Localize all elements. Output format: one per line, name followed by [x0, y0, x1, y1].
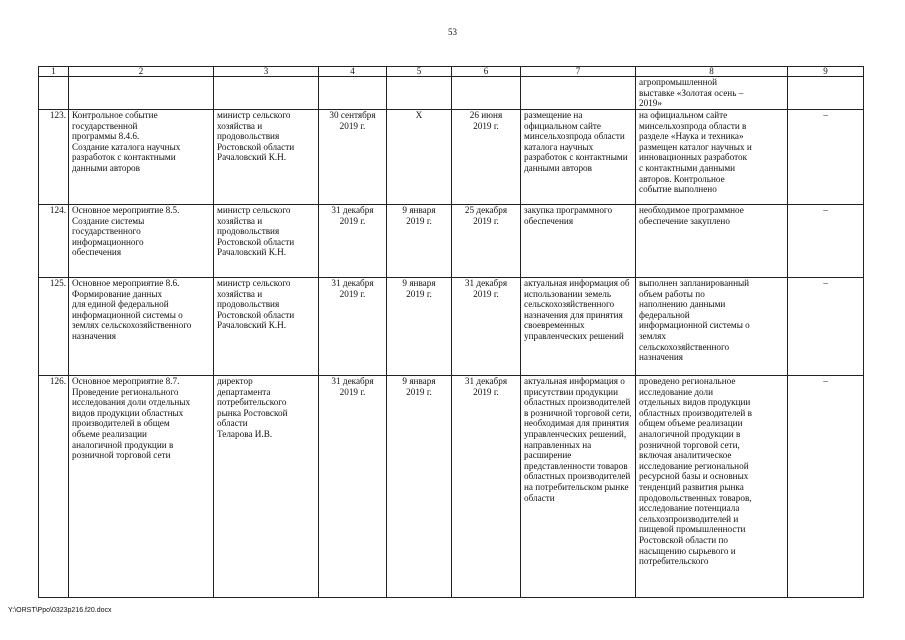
continuation-row	[39, 77, 864, 110]
row-number: 126.	[39, 376, 69, 598]
header-col-2: 2	[69, 67, 214, 77]
header-col-4: 4	[319, 67, 387, 77]
event-cell: Основное мероприятие 8.7. Проведение регионального исследования доли отдельных видов продукции областных производителей в общем объеме реализации аналогичной продукции в розничной торговой сети	[69, 376, 214, 598]
continuation-cell: агропромышленной выставке «Золотая осень – 2019»	[636, 77, 788, 110]
file-path-footer: Y:\ORST\Ppo\0323p216.f20.docx	[8, 607, 112, 614]
expected-result-cell: актуальная информация о присутствии продукции областных производителей в розничной торговой сети, необходимая для принятия управленческих решений, направленных на расширение представленности товаров областных производителей на потребительском рынке области	[521, 376, 636, 598]
event-cell: Основное мероприятие 8.5. Создание системы государственного информационного обеспечения	[69, 205, 214, 278]
responsible-cell: министр сельского хозяйства и продовольствия Ростовской области Рачаловский К.Н.	[214, 205, 319, 278]
event-cell: Контрольное событие государственной программы 8.4.6. Создание каталога научных разработок с контактными данными авторов	[69, 110, 214, 205]
page-number: 53	[448, 27, 457, 37]
header-row	[39, 67, 864, 77]
expected-result-cell: актуальная информация об использовании земель сельскохозяйственного назначения для принятия своевременных управленческих решений	[521, 278, 636, 376]
end-date-cell: 26 июня 2019 г.	[452, 110, 521, 205]
start-date-cell: 9 января 2019 г.	[387, 278, 452, 376]
row-number: 124.	[39, 205, 69, 278]
start-date-cell: Х	[387, 110, 452, 205]
header-col-8: 8	[636, 67, 788, 77]
note-cell: –	[788, 110, 864, 205]
end-date-cell: 31 декабря 2019 г.	[452, 376, 521, 598]
header-col-1: 1	[39, 67, 69, 77]
note-cell: –	[788, 205, 864, 278]
actual-result-cell: на официальном сайте минсельхозпрода области в разделе «Наука и техника» размещен каталог научных и инновационных разработок с контактными данными авторов. Контрольное событие выполнено	[636, 110, 788, 205]
actual-result-cell: выполнен запланированный объем работы по наполнению данными федеральной информационной системы о землях сельскохозяйственного назначения	[636, 278, 788, 376]
actual-result-cell: проведено региональное исследование доли отдельных видов продукции областных производителей в общем объеме реализации аналогичной продукции в розничной торговой сети, включая аналитическое исследование региональной ресурсной базы и основных тенденций развития рынка продовольственных товаров, исследование потенциала сельхозпроизводителей и пищевой промышленности Ростовской области по насыщению сырьевого и потребительского	[636, 376, 788, 598]
responsible-cell: министр сельского хозяйства и продовольствия Ростовской области Рачаловский К.Н.	[214, 278, 319, 376]
expected-result-cell: размещение на официальном сайте минсельхозпрода области каталога научных разработок с контактными данными авторов	[521, 110, 636, 205]
plan-date-cell: 31 декабря 2019 г.	[319, 205, 387, 278]
row-number: 123.	[39, 110, 69, 205]
header-col-5: 5	[387, 67, 452, 77]
header-col-6: 6	[452, 67, 521, 77]
note-cell: –	[788, 376, 864, 598]
table-row	[39, 110, 864, 205]
plan-date-cell: 31 декабря 2019 г.	[319, 376, 387, 598]
header-col-9: 9	[788, 67, 864, 77]
header-col-7: 7	[521, 67, 636, 77]
responsible-cell: директор департамента потребительского рынка Ростовской области Теларова И.В.	[214, 376, 319, 598]
row-number: 125.	[39, 278, 69, 376]
plan-date-cell: 31 декабря 2019 г.	[319, 278, 387, 376]
end-date-cell: 31 декабря 2019 г.	[452, 278, 521, 376]
actual-result-cell: необходимое программное обеспечение закуплено	[636, 205, 788, 278]
event-cell: Основное мероприятие 8.6. Формирование данных для единой федеральной информационной системы о землях сельскохозяйственного назначения	[69, 278, 214, 376]
note-cell: –	[788, 278, 864, 376]
plan-date-cell: 30 сентября 2019 г.	[319, 110, 387, 205]
table-row	[39, 205, 864, 278]
start-date-cell: 9 января 2019 г.	[387, 376, 452, 598]
table-row	[39, 278, 864, 376]
start-date-cell: 9 января 2019 г.	[387, 205, 452, 278]
expected-result-cell: закупка программного обеспечения	[521, 205, 636, 278]
responsible-cell: министр сельского хозяйства и продовольствия Ростовской области Рачаловский К.Н.	[214, 110, 319, 205]
end-date-cell: 25 декабря 2019 г.	[452, 205, 521, 278]
header-col-3: 3	[214, 67, 319, 77]
program-execution-table	[38, 66, 864, 598]
table-row	[39, 376, 864, 598]
